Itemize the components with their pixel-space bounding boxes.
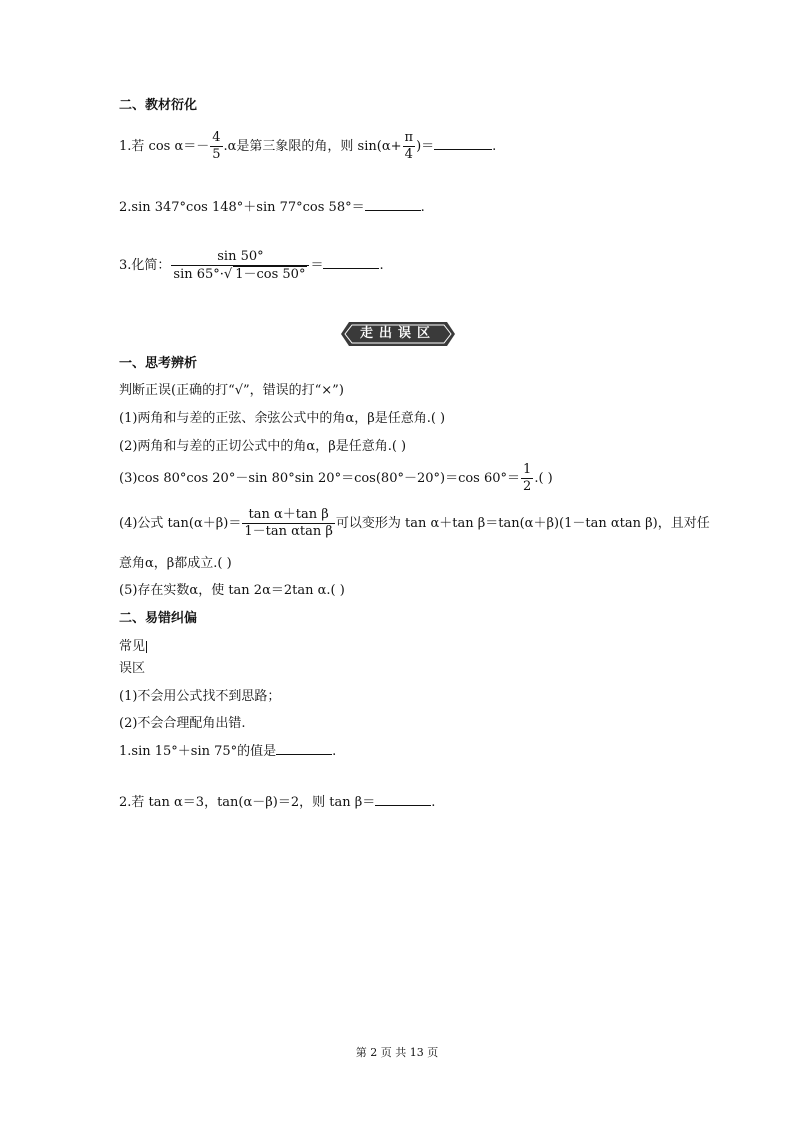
q3-end: .	[379, 258, 384, 273]
frac-denominator: 5	[212, 147, 221, 162]
question-3	[119, 248, 384, 284]
frac-numerator: tan α＋tan β	[242, 507, 335, 524]
question-2	[119, 197, 425, 218]
section-heading-textbook: 二、教材衍化	[119, 98, 198, 113]
mistake-zone-banner	[341, 322, 455, 346]
q1-text-c: )＝	[416, 139, 435, 154]
common-label-top	[119, 637, 147, 657]
q3-suffix: ＝	[310, 258, 324, 273]
judge-item-5: (5)存在实数α，使 tan 2α＝2tan α.( )	[119, 583, 345, 598]
bracket-marker	[146, 641, 147, 653]
error-item-2: (2)不会合理配角出错.	[119, 716, 246, 731]
item4-text-a: (4)公式 tan(α＋β)＝	[119, 516, 242, 531]
fraction-one-half	[521, 462, 533, 495]
fraction-tan-sum	[242, 507, 335, 540]
section-heading-errors: 二、易错纠偏	[119, 611, 198, 626]
q3-prefix: 3.化简：	[119, 258, 171, 273]
judge-intro: 判断正误(正确的打“√”，错误的打“×”)	[119, 383, 344, 398]
judge-item-3	[119, 462, 553, 496]
item3-text-a: (3)cos 80°cos 20°－sin 80°sin 20°＝cos(80°－20°)＝cos 60°＝	[119, 471, 521, 486]
q2-text: 2.sin 347°cos 148°＋sin 77°cos 58°＝	[119, 200, 365, 215]
answer-blank	[365, 197, 421, 211]
common-label-bottom: 误区	[119, 661, 146, 676]
item3-text-b: .( )	[534, 471, 553, 486]
judge-item-4	[119, 506, 710, 542]
eq1-end: .	[332, 744, 337, 759]
frac-numerator: 1	[523, 462, 532, 477]
frac-denominator: sin 65°·√ 1－cos 50°	[173, 266, 306, 282]
frac-numerator: sin 50°	[171, 249, 309, 266]
question-1	[119, 130, 496, 163]
item4-text-b: 可以变形为 tan α＋tan β＝tan(α＋β)(1－tan αtan β)，且对任	[335, 516, 710, 531]
frac-numerator: 4	[212, 130, 221, 145]
frac-numerator: π	[404, 130, 414, 145]
q1-text-a: 1.若 cos α＝－	[119, 139, 210, 154]
page-footer: 第 2 页 共 13 页	[355, 1046, 439, 1059]
fraction-four-fifths	[210, 130, 222, 163]
answer-blank	[323, 255, 379, 269]
fraction-pi-over-four	[403, 130, 416, 163]
error-question-2	[119, 792, 435, 813]
error-item-1: (1)不会用公式找不到思路；	[119, 689, 281, 704]
frac-denominator: 4	[404, 147, 413, 162]
sqrt-content: 1－cos 50°	[235, 266, 306, 282]
q1-text-b: .α是第三象限的角，则 sin(α+	[223, 139, 402, 154]
judge-item-4-continued: 意角α，β都成立.( )	[119, 556, 232, 571]
answer-blank	[375, 792, 431, 806]
fraction-simplify	[171, 249, 309, 283]
denominator-sin-part: sin 65°·	[173, 266, 224, 282]
eq1-text: 1.sin 15°＋sin 75°的值是	[119, 744, 277, 759]
eq2-end: .	[431, 795, 436, 810]
q1-end: .	[492, 139, 497, 154]
judge-item-1: (1)两角和与差的正弦、余弦公式中的角α，β是任意角.( )	[119, 411, 446, 426]
answer-blank	[434, 136, 492, 150]
frac-denominator: 2	[523, 479, 532, 494]
q2-end: .	[420, 200, 425, 215]
frac-denominator: 1－tan αtan β	[244, 524, 333, 539]
common-top-text: 常见	[119, 639, 146, 654]
section-heading-thinking: 一、思考辨析	[119, 356, 198, 371]
judge-item-2: (2)两角和与差的正切公式中的角α，β是任意角.( )	[119, 439, 407, 454]
error-question-1	[119, 741, 336, 762]
banner-label: 走出误区	[359, 326, 436, 341]
eq2-text: 2.若 tan α＝3，tan(α－β)＝2，则 tan β＝	[119, 795, 376, 810]
answer-blank	[276, 741, 332, 755]
